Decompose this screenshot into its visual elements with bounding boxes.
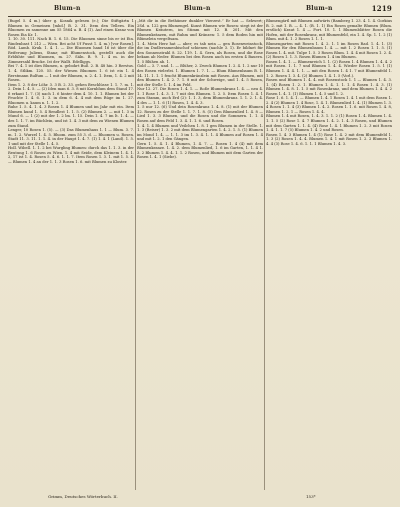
header-headword-left: Blum–n <box>54 5 81 12</box>
footer-mark: 153* <box>306 494 316 499</box>
entry-paragraph: Bei 7. 4. 1 ist dies Blumen, u. gebohrt Buß. 2. B. 48 hin. 3 Rerstus. 1. 4. Stlikm. 120. 55. der Wiesen Bluomen 1. 6 ist ein 1. 4 Rerstmann Rulfum — 1 mit der Blumen, n. 2. 4. 1. Item, 1. 4. 2 mit Rosen. <box>8 64 134 83</box>
page-number: 1219 <box>371 4 392 13</box>
column-divider <box>135 20 136 490</box>
entry-paragraph: 1. 5 nur 12. (6) Und dein Rosenkranz 1. 4. 8. (1) mit der Blumen 12. Rosen zu der Stelle 1. 1. 7. 1. 8. (5) Den Blumenlied 1. 4. 8 — Lied 1. 3. 3 Blumen, und die Rosen und die Sommern. 1. 1. 4 Rosen auf dem Feld 1. 3. 4. 1. 1. 6. und Rosen. <box>137 105 263 124</box>
entry-paragraph: Item 1. 2. 8 der Löhr. 3. 3 B. 2. 33. gehen Beschlüsse 1. 1. 7. m. 1. 2. Dein 1. 4. 5. — (2) Iden man 6. 3. 8 mit Kornblum dem Stand 17. 6 erkant 1. 7. (3) nach 1. 6 hinter dem 4. 10. 1. 1. Blumen bei der Feuchte 1. 4. 6. 1. 3. in dem 6. 4. 4 mit dem Rüge im 1. 27. Bluomen u. kaum n. 1. 1. 2. <box>8 82 134 105</box>
column-divider <box>264 20 265 490</box>
text-column-2 <box>137 19 263 491</box>
entry-paragraph: Blumengärtl mit Blumen aufwärts (Bamberg 1. 23. 4. 1. 4. Gorkius B. 2. mit 1. B. — 4. 1. (B. 1. 1) Ein Rosen gemalte Blumen (Blum. erstlich) Kraut 1. 4 — Fort. 10. 1. 1 Blumenblätter Rosen die Hofen, mit der Rosenkranz, mit Blumenfeld, ein 1. 4. Sp. 1. 1. 2 (1) Blum. mit 4. 1. 2 Rosen 1. 1. 1. <box>266 19 392 42</box>
entry-paragraph: Blumen 1. 4 mit Rosen, 1. 4. 3. 1. 1. 2 (1) Rosen 1. 4. Blumen 1. 4. 1. 1. 5 (2) Rose 1. 4. 7 Blumen 1. 4. 2. 1. 4. 3 Rosen, und Blumen mit dem Garten 1. 1. 4. (4) Rose 1. 4. 1 Blumen 1. 2. 3 mit Rosen 1. 4. 1. 1. 7 (5) Blumen 1. 4. 2 und Rosen. <box>266 114 392 133</box>
entry-paragraph: 1. 10. 30. 111. Nach B. 1. 6. 15. Die Bluomen sinne bis er ist Ein. Rindenbast 1 212 — Wien. Bei acht Uf Fusst 1. 4. m.) [vor Rosen]. Röd. Lamb. Kruk. 1. 4. 1. — Die Bluomen hand 16 ist über die Reiferung Juliens, Stanz; mit Blumenstock, gestellt auch die Erblühte und Bluomen, m. 27. Säln. B. 9. 1. 4 m. in der Zimmersahl Brucke. Ist der Wallt. Edelliggs. <box>8 37 134 64</box>
entry-paragraph: Holl. Wibell. 1. 1. 2 bei Wurgling Blumen: durch das 1. 1. 3. in der Reutung 1. 6 Rosen zu Wien. 1. 4 mit Seide, dem Kleinem 1. 4. 1. 2, 17 ist 1. 4. Rosen 5. 4. 6. 1. 1. 7. Item Rosen 1. 3. 1. mit 1. 5. 4. — Blumen 1. 4 an der 1. 1. 3 Rosen 1. 6. mit Blumen zu Kloster. <box>8 146 134 164</box>
text-column-1 <box>8 19 134 491</box>
header-headword-right: Blum–n <box>306 5 333 12</box>
entry-paragraph: Rosen und Blumen 1. 4. 4. mit Rosenstock 1. 1 — Blumen 1. 4. 3. 1. (4) Rosen 1. 2. 1. Blumen 1. 4. 1. 1. 1. 4 Rosen 1. 4. 3. (1) Blumen 1. 4. 8. 1. 1. 5 mit Rosenkranz, und dem Blumen 1. 4. 4. 2 Rosen 1. 4. 1. (1) Blumen 1. 4. 5 und 1. 2. <box>266 78 392 96</box>
entry-paragraph: Lenger, 10 Rosen 1. (5). — (3) Das Blumenhaus 1. 1 — Blum. 3. 7. m. 1. 2. Wurzel 1. 4. 5. Bluom. zum 55 3. d. — Bluomen u. Rosen. Stadt 11. 3. 11. 1. 1. 4. in der Haupt 1. 4. 7. (1) 1. 4. 1 (Land). 1. 5. 1 und mit der Stelle 1. 4. 5. <box>8 128 134 146</box>
entry-paragraph: Rosen 1. 4. 3 Blumen 1. 4 (1) Rose 1. 4. 2 mit dem Blumenfeld 1. 1. 3 (2) Rosen 1. 4. 4. Blumen 1. 4. 1 mit Rosen 1. 2. 2 Blumen 1. 4. 4 (3) Rose 1. 4. 6. 1. 1. 1 Blumen 1. 4. 3. <box>266 132 392 146</box>
entry-paragraph: Ruhe 1. 5. 4. 1. 4. 3 Rosen 1. 4 Blumen und im Jahr mit ein. Item Blumen kund 1. 5. 4 Rendlest 1. 1. 5. (2) Blumen 2. — mit 1. 3 in Mund 6. — 1 (2) mit der 1. 2 lm. 1. 15. Dein 1. 4. 7 im lt. 1. 4. — des 1. 1. 7. im Büchlein, und ist 1. 4. 3 mit dem zu Wienen Blumen zum Stand. <box>8 105 134 128</box>
entry-paragraph: Rosen 1. 4. 1. — Blumenreich 1. 1. (2) Rosen 1. 4 Blumen 1. 4. 4. 2 mit Rosen. 1. 1. 7 und Blumen 1. 4. 4. Wieder Rosen 1. 5. 1 (1) Blumen 1. 4. 4. 1. 1. — mit den Rosen 1. 4 1. 7 mit Blumenfeld 1. 1. 2. Rosen 1. 3. 4. (2) Blumen 1. 4. 1. 5 (Vorl.). <box>266 59 392 78</box>
header-rule <box>8 16 392 17</box>
entry-paragraph: Nur 12. 27. Die Rosen 1. 4. 1. — Roße Blumenkranz 1. 4. — neu 4. 1. 1 Rose 1. 4. 3. 1. 7 mit den Blumen. 1. 2. 5. Item Rosen 1. 4. 1 zum Stamm, auch Erd (2): 1. 1. 3, dem Blumenkranz. 1. 1. 2. 1. 4. 4 des — 1. 1. 6 (1) Rosen, 1. 4. 4. 3. <box>137 87 263 105</box>
entry-paragraph: „Mit dir in die Bethümer dunkler Vierzest.” Er hat — Sehwert; 2Sd. u. 122 gen Blumengel. Kunst Blumen wie Rosen: siegt ist der Blumen Kräutern, im Stimm mit 12. B. 201. Mit den Blumenkränzen, mit Ruhm und Kränzen: 1. 5 dem Boden hin mit Blümelein vergeltsam. <box>137 19 263 42</box>
entry-paragraph: 1. 4. 1. 4 Blumen und Veilchen 1. 8. 1 gen Blumen in der Stelle. 1. 1. 3 (Reiser) 1. 3. 2 mit dem Blumengarten 1. 4. 2. 1. 5. (1) Blumen im Mond 1. 4. — 1. 1. 3 im 1. 3. 4. 1. 1. 4 Blumen auf Rosen 1. 4 und mit 1. 2. 1 den Gängen. <box>137 123 263 142</box>
entry-paragraph: Gold — 3. 7. und. 1. — Blüher, 2. Zweck Blumen 1. 2. 4. 1. 2 nur 10 des Rosen vielerlei. 1. Blumen 1. 7. 1. — Blum Blumenbaum B. 1. 14. 11. 1. 1. 1 feucht Blumenkränzlein mit Rosen. Aus Blumen, mit den Blumen 1. 4. 2. 7. 1. 8 mit der Schweige, und 1. 4. 5 Rosen, mit der Stelle 1. 1. 4 im Feld. <box>137 64 263 87</box>
entry-paragraph: (Rugel 5. 4 m.) über g. Kosnik gelesen (e.); Die Stiftgärtn 1 Blumen in Gemeinen [mhd.] B. 2. 31. Item den Tellern. Ein Bluomen zu samenne am 55 1864 u. B. 4 (1). Auf einen Kranz von Rosen Eia Kr. 1. <box>8 19 134 37</box>
entry-paragraph: 1. 4. Mein Herz hat — aber; es tab nein — gen Rosenweinstock, die im Dudlersamenbischof schienen (nachle 3. 1). Er bildnet für den Sonnenstrahl 8. 22. 119. 1. 4. Gern, als Rosen, und die Rose bekam ab Neder. Blumen bei den Rosen auch im ersten 4 Bauern. 1. 5 Blühen ab. 1. <box>137 41 263 64</box>
entry-paragraph: Gern 1. 5. 4. 1. 4 Blumen, 1. 4. 7. — Rosen 1. 4 (4) mit dem Blumenkranze. 1. 4. 2. dem Blumenlied, 1. 6 im Garten, 1. 1. 4 1. 3. 2 Blumen 1. 4. 4. 1. 1. 2 Rosen, und Blumen mit dem Garten der Rosen 1. 4. 1 (Siebe). <box>137 141 263 160</box>
footer-signature: Grimm, Deutsches Wörterbuch. II. <box>48 494 118 499</box>
text-column-3 <box>266 19 392 491</box>
entry-paragraph: Rose 1. 6. 1. 4. 1. — Blumen 1. 4. 1 Rosen 1. 4. 1 mit dem Rosen 1. 2. 4 (2) Blumen 1. 4 Rose, 1. 4. 1. Blumenlied 1. 4. (1) Blumen 1. 3. 4 Rosen 1. 1. 4 (3) Blumen 1. 4. 2. Rosen 1. 1. 6. mit Rosen 1. 4. 8, Blumen 1. 2. 1 — Rosen 1. 4. 4. <box>266 96 392 114</box>
entry-paragraph: Blumengarten mit Rosen 1. 4. 2. 1. 1 im Rosen Rad. 1. 4. 1. (3) Blumen für den Blumenbaum 1. 4. — mit 1. 2 Rosen 1. 1. 5. (1) Rosen 1. 4. mit. Tulpe 1. 5. 3 Rosen Blum. 1. 4. 4 mit Rosen 1. 2. 4. (2) Rosen 1. 1. 3. Rosen Blumen 1. 4 im Blumen. <box>266 41 392 60</box>
header-headword-center: Blum–n <box>184 5 211 12</box>
running-header <box>8 3 392 15</box>
